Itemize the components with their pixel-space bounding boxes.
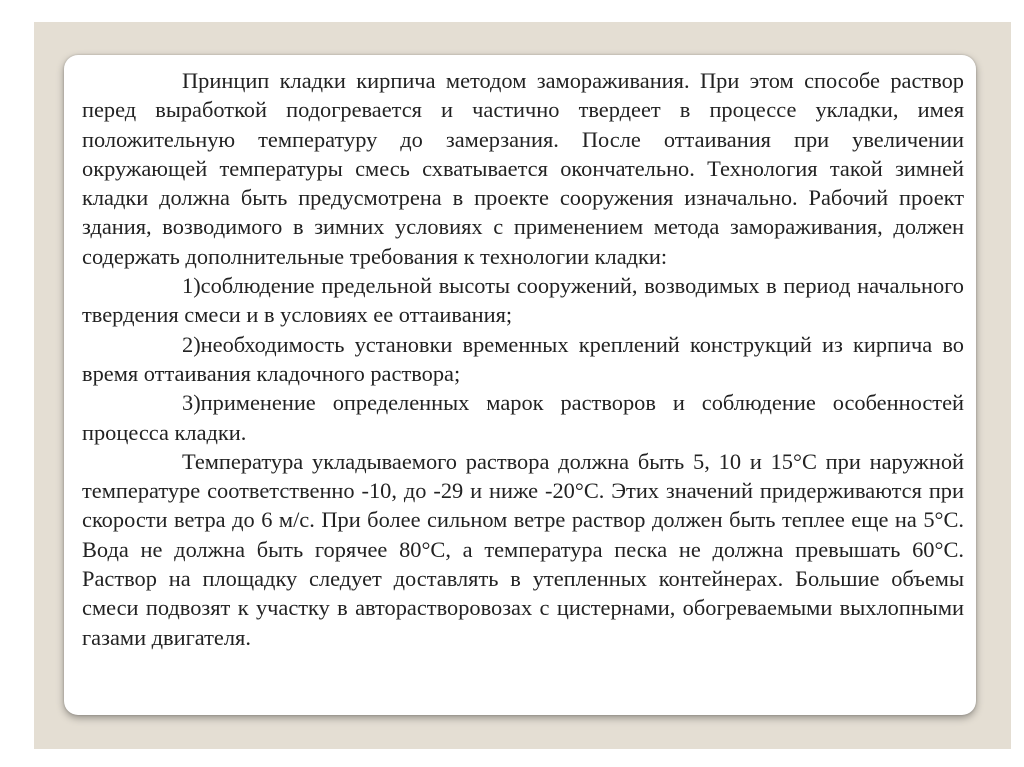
temperature-paragraph: Температура укладываемого раствора должна быть 5, 10 и 15°С при наружной температуре соответственно -10, до -29 и ниже -20°С. Этих значений придерживаются при скорости ветра до 6 м/с. При более сильном ветре раствор должен быть теплее еще на 5°С. Вода не должна быть горячее 80°С, а температура песка не должна превышать 60°С. Раствор на площадку следует доставлять в утепленных контейнерах. Большие объемы смеси подвозят к участку в авторастворовозах с цистернами, обогреваемыми выхлопными газами двигателя. (82, 448, 964, 650)
intro-paragraph: Принцип кладки кирпича методом замораживания. При этом способе раствор перед выработкой подогревается и частично твердеет в процессе укладки, имея положительную температуру до замерзания. После оттаивания при увеличении окружающей температуры смесь схватывается окончательно. Технология такой зимней кладки должна быть предусмотрена в проекте сооружения изначально. Рабочий проект здания, возводимого в зимних условиях с применением метода замораживания, должен содержать дополнительные требования к технологии кладки: (82, 68, 964, 269)
slide-text-body (82, 66, 964, 652)
requirement-2-paragraph: 2)необходимость установки временных креплений конструкций из кирпича во время оттаивания кладочного раствора; (82, 331, 964, 386)
requirement-3-paragraph: 3)применение определенных марок растворов и соблюдение особенностей процесса кладки. (82, 390, 964, 445)
requirement-1-paragraph: 1)соблюдение предельной высоты сооружений, возводимых в период начального твердения смеси и в условиях ее оттаивания; (82, 273, 964, 328)
